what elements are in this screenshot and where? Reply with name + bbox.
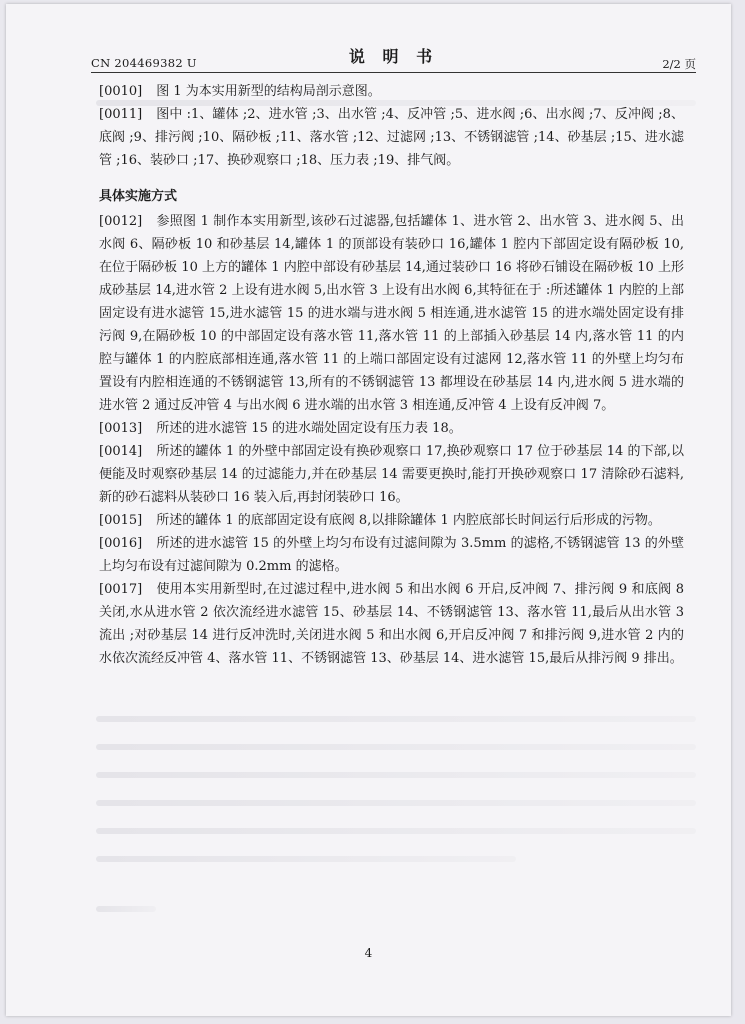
bleed-through-mark (96, 906, 156, 912)
bleed-through-mark (96, 856, 516, 862)
section-heading: 具体实施方式 (99, 189, 178, 204)
paragraph-number: [0017] (99, 582, 143, 597)
page-header (91, 42, 696, 73)
document-body (99, 80, 684, 670)
paragraph-0010 (99, 80, 684, 103)
page-number: 4 (364, 946, 373, 960)
page-count: 2/2 页 (662, 57, 696, 71)
bleed-through-mark (96, 744, 696, 750)
document-page (6, 4, 731, 1016)
paragraph-number: [0013] (99, 421, 143, 436)
paragraph-text: 所述的罐体 1 的外壁中部固定设有换砂观察口 17,换砂观察口 17 位于砂基层 14 的下部,以便能及时观察砂基层 14 的过滤能力,并在砂基层 14 需要更换时,能打开换砂观察口 17 清除砂石滤料,新的砂石滤料从装砂口 16 装入后,再封闭装砂口 16。 (99, 444, 684, 505)
paragraph-number: [0015] (99, 513, 143, 528)
bleed-through-mark (96, 716, 696, 722)
paragraph-0013 (99, 417, 684, 440)
paragraph-number: [0011] (99, 107, 143, 122)
paragraph-number: [0010] (99, 84, 143, 99)
bleed-through-mark (96, 772, 696, 778)
paragraph-text: 图 1 为本实用新型的结构局剖示意图。 (156, 84, 381, 99)
paragraph-0011 (99, 103, 684, 172)
paragraph-number: [0016] (99, 536, 143, 551)
paragraph-text: 所述的进水滤管 15 的外壁上均匀布设有过滤间隙为 3.5mm 的滤格,不锈钢滤管 13 的外壁上均匀布设有过滤间隙为 0.2mm 的滤格。 (99, 536, 684, 574)
paragraph-text: 参照图 1 制作本实用新型,该砂石过滤器,包括罐体 1、进水管 2、出水管 3、进水阀 5、出水阀 6、隔砂板 10 和砂基层 14,罐体 1 的顶部设有装砂口 16,罐体 1 腔内下部固定设有隔砂板 10,在位于隔砂板 10 上方的罐体 1 内腔中部设有砂基层 14,通过装砂口 16 将砂石铺设在隔砂板 10 上形成砂基层 14,进水管 2 上设有进水阀 5,出水管 3 上设有出水阀 6,其特征在于 :所述罐体 1 内腔的上部固定设有进水滤管 15,进水滤管 15 的进水端与进水阀 5 相连通,进水滤管 15 的进水端处固定设有排污阀 9,在隔砂板 10 的中部固定设有落水管 11,落水管 11 的上部插入砂基层 14 内,落水管 11 的内腔与罐体 1 的内腔底部相连通,落水管 11 的上端口部固定设有过滤网 12,落水管 11 的外壁上均匀布置设有内腔相连通的不锈钢滤管 13,所有的不锈钢滤管 13 都埋设在砂基层 14 内,进水阀 5 进水端的进水管 2 通过反冲管 4 与出水阀 6 进水端的出水管 3 相连通,反冲管 4 上设有反冲阀 7。 (99, 214, 684, 413)
paragraph-0014 (99, 440, 684, 509)
bleed-through-mark (96, 828, 696, 834)
paragraph-0017 (99, 578, 684, 670)
paragraph-text: 所述的进水滤管 15 的进水端处固定设有压力表 18。 (156, 421, 462, 436)
paragraph-0015 (99, 509, 684, 532)
paragraph-0016 (99, 532, 684, 578)
paragraph-text: 图中 :1、罐体 ;2、进水管 ;3、出水管 ;4、反冲管 ;5、进水阀 ;6、出水阀 ;7、反冲阀 ;8、底阀 ;9、排污阀 ;10、隔砂板 ;11、落水管 ;12、过滤网 ;13、不锈钢滤管 ;14、砂基层 ;15、进水滤管 ;16、装砂口 ;17、换砂观察口 ;18、压力表 ;19、排气阀。 (99, 107, 684, 168)
bleed-through-mark (96, 800, 696, 806)
document-number: CN 204469382 U (91, 56, 197, 70)
paragraph-text: 使用本实用新型时,在过滤过程中,进水阀 5 和出水阀 6 开启,反冲阀 7、排污阀 9 和底阀 8 关闭,水从进水管 2 依次流经进水滤管 15、砂基层 14、不锈钢滤管 13、落水管 11,最后从出水管 3 流出 ;对砂基层 14 进行反冲洗时,关闭进水阀 5 和出水阀 6,开启反冲阀 7 和排污阀 9,进水管 2 内的水依次流经反冲管 4、落水管 11、不锈钢滤管 13、砂基层 14、进水滤管 15,最后从排污阀 9 排出。 (99, 582, 684, 666)
page-title: 说 明 书 (348, 47, 439, 66)
paragraph-number: [0014] (99, 444, 143, 459)
paragraph-text: 所述的罐体 1 的底部固定设有底阀 8,以排除罐体 1 内腔底部长时间运行后形成的污物。 (156, 513, 661, 528)
paragraph-0012 (99, 210, 684, 417)
paragraph-number: [0012] (99, 214, 143, 229)
